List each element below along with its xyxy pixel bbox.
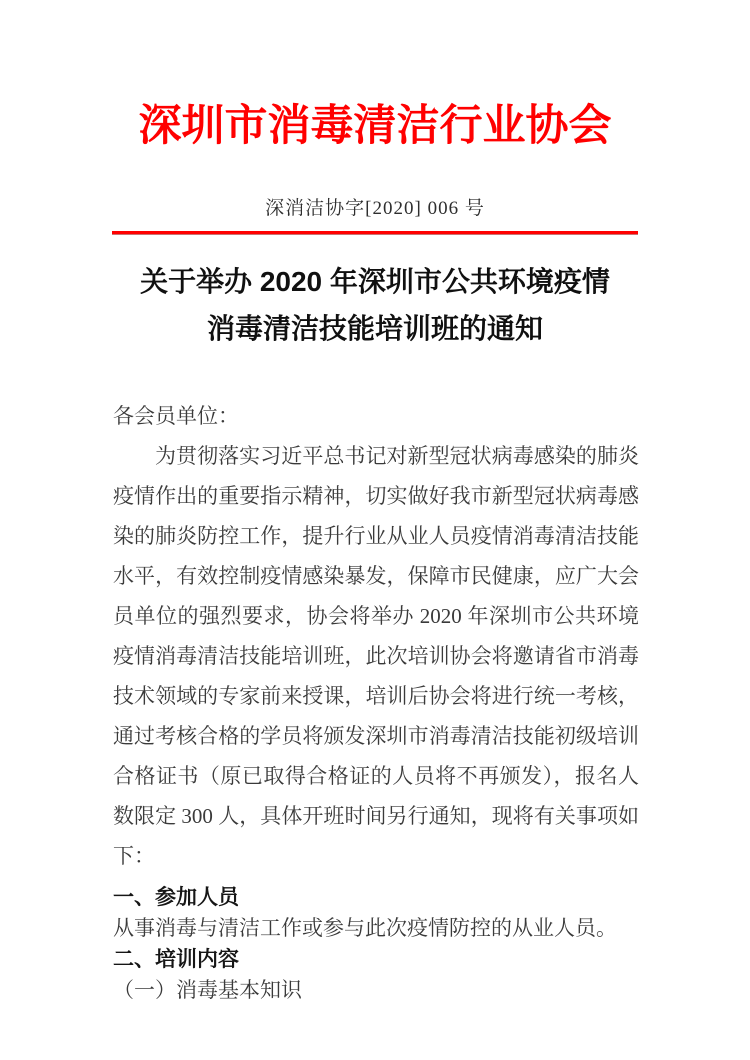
document-title-line2: 消毒清洁技能培训班的通知 bbox=[206, 313, 543, 344]
intro-paragraph: 为贯彻落实习近平总书记对新型冠状病毒感染的肺炎疫情作出的重要指示精神，切实做好我市新型冠状病毒感染的肺炎防控工作，提升行业从业人员疫情消毒清洁技能水平，有效控制疫情感染暴发，保障市民健康，应广大会员单位的强烈要求，协会将举办 2020 年深圳市公共环境疫情消毒清洁技能培训班，此次培训协会将邀请省市消毒技术领域的专家前来授课，培训后协会将进行统一考核，通过考核合格的学员将颁发深圳市消毒清洁技能初级培训合格证书（原已取得合格证的人员将不再颁发），报名人数限定 300 人，具体开班时间另行通知，现将有关事项如下： bbox=[113, 444, 639, 868]
doc-number: 深消洁协字[2020] 006 号 bbox=[265, 198, 485, 219]
section-1-heading: 一、参加人员 bbox=[113, 886, 239, 909]
salutation: 各会员单位： bbox=[113, 404, 239, 428]
section-2-item-1: （一）消毒基本知识 bbox=[113, 978, 302, 1002]
section-2-heading: 二、培训内容 bbox=[113, 948, 239, 971]
document-title bbox=[0, 258, 750, 352]
section-1-content: 从事消毒与清洁工作或参与此次疫情防控的从业人员。 bbox=[113, 916, 617, 940]
document-title-line1: 关于举办 2020 年深圳市公共环境疫情 bbox=[140, 266, 610, 297]
red-divider-line bbox=[112, 231, 638, 234]
document-body bbox=[113, 396, 639, 1006]
org-title: 深圳市消毒清洁行业协会 bbox=[138, 102, 612, 150]
sections-list bbox=[113, 882, 639, 1006]
